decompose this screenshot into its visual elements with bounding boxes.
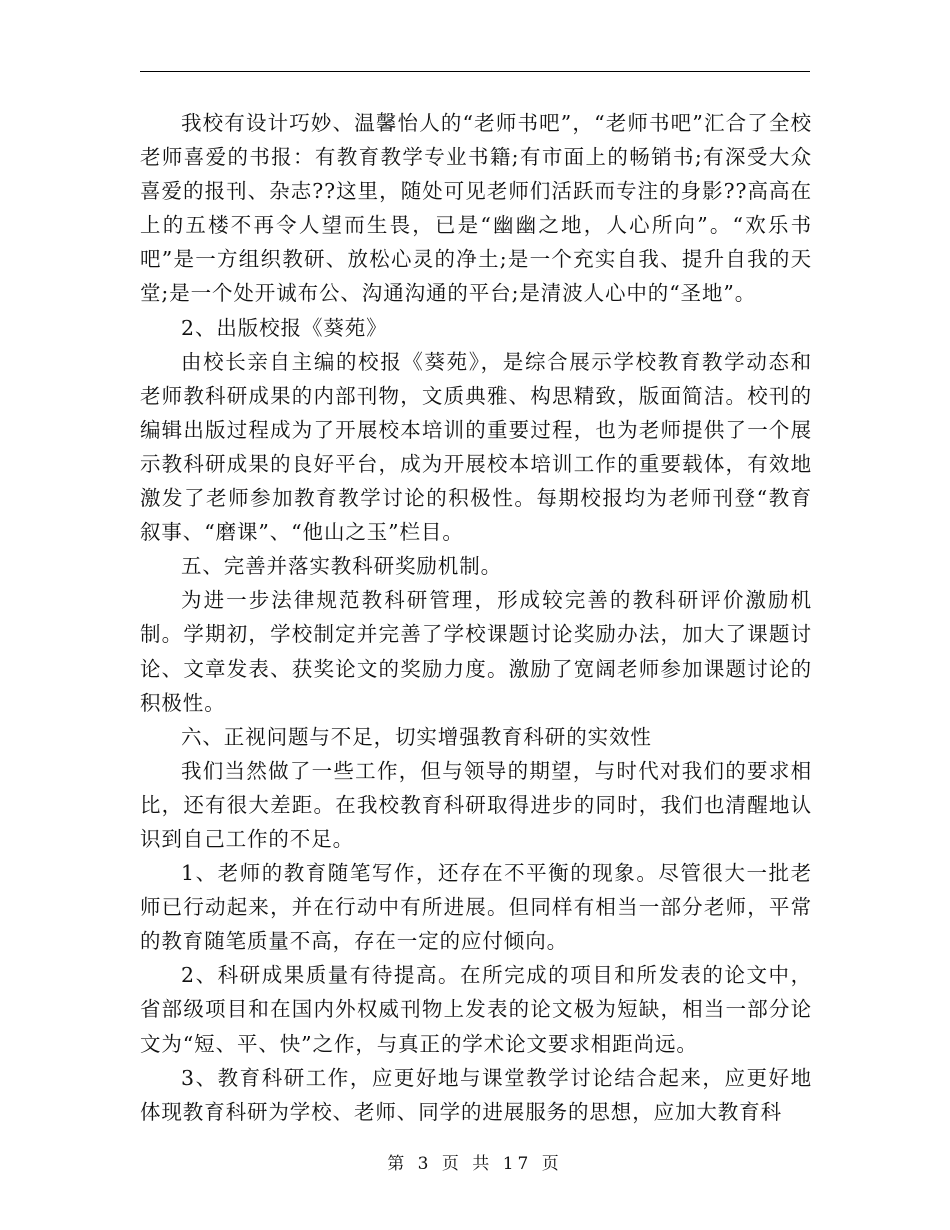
paragraph-problem-1: 1、老师的教育随笔写作，还存在不平衡的现象。尽管很大一批老师已行动起来，并在行动中有所进展。但同样有相当一部分老师，平常的教育随笔质量不高，存在一定的应付倾向。 <box>140 861 812 954</box>
heading-reward-mechanism: 五、完善并落实教科研奖励机制。 <box>181 554 502 579</box>
paragraph-school-newspaper: 由校长亲自主编的校报《葵苑》，是综合展示学校教育教学动态和老师教科研成果的内部刊物，文质典雅、构思精致，版面简洁。校刊的编辑出版过程成为了开展校本培训的重要过程，也为老师提供了一个展示教科研成果的良好平台，成为开展校本培训工作的重要载体，有效地激发了老师参加教育教学讨论的积极性。每期校报均为老师刊登“教育叙事、“磨课”、“他山之玉”栏目。 <box>140 349 812 545</box>
paragraph-problem-2: 2、科研成果质量有待提高。在所完成的项目和所发表的论文中，省部级项目和在国内外权威刊物上发表的论文极为短缺，相当一部分论文为“短、平、快”之作，与真正的学术论文要求相距尚远。 <box>140 963 812 1056</box>
page-number-footer: 第 3 页 共 17 页 <box>387 1154 563 1174</box>
heading-school-newspaper: 2、出版校报《葵苑》 <box>181 315 388 340</box>
body-text <box>140 106 812 1129</box>
paragraph-reward-mechanism: 为进一步法律规范教科研管理，形成较完善的教科研评价激励机制。学期初，学校制定并完善了学校课题讨论奖励办法，加大了课题讨论、文章发表、获奖论文的奖励力度。激励了宽阔老师参加课题讨论的积极性。 <box>140 588 812 715</box>
paragraph-teacher-book-bar: 我校有设计巧妙、温馨怡人的“老师书吧”，“老师书吧”汇合了全校老师喜爱的书报：有教育教学专业书籍;有市面上的畅销书;有深受大众喜爱的报刊、杂志??这里，随处可见老师们活跃而专注的身影??高高在上的五楼不再令人望而生畏，已是“幽幽之地，人心所向”。“欢乐书吧”是一方组织教研、放松心灵的净土;是一个充实自我、提升自我的天堂;是一个处开诚布公、沟通沟通的平台;是清波人心中的“圣地”。 <box>140 111 812 306</box>
paragraph-problem-3: 3、教育科研工作，应更好地与课堂教学讨论结合起来，应更好地体现教育科研为学校、老师、同学的进展服务的思想，应加大教育科 <box>140 1065 812 1124</box>
paragraph-problems-intro: 我们当然做了一些工作，但与领导的期望，与时代对我们的要求相比，还有很大差距。在我校教育科研取得进步的同时，我们也清醒地认识到自己工作的不足。 <box>140 758 812 851</box>
header-rule <box>140 71 810 72</box>
heading-problems: 六、正视问题与不足，切实增强教育科研的实效性 <box>181 724 652 749</box>
